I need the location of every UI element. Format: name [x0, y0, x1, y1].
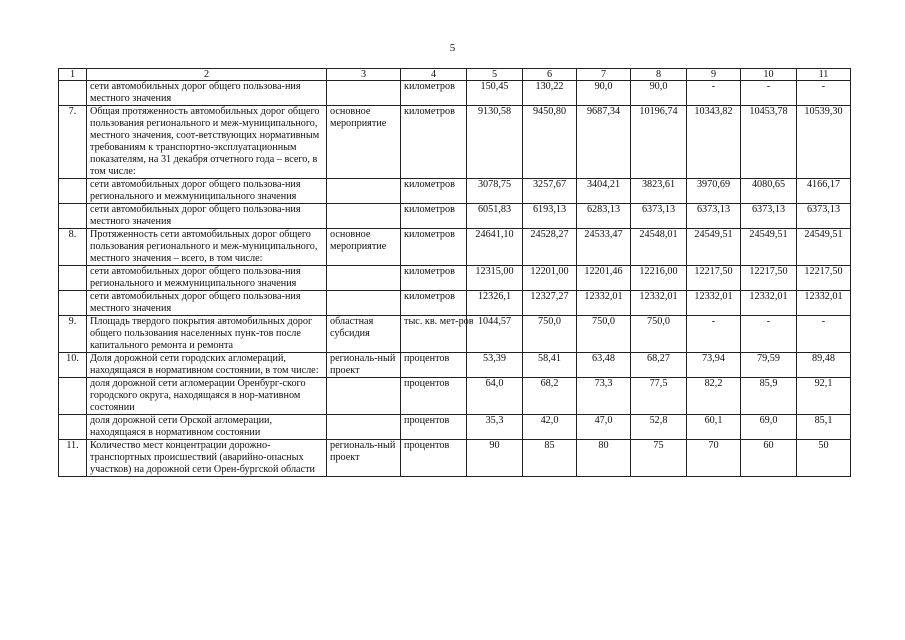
- value-cell: 24549,51: [797, 229, 851, 266]
- value-cell: 68,27: [631, 353, 687, 378]
- value-cell: 6373,13: [631, 204, 687, 229]
- table-row: [59, 204, 851, 229]
- value-cell: 10539,30: [797, 106, 851, 179]
- value-cell: 12332,01: [741, 291, 797, 316]
- value-cell: 12327,27: [523, 291, 577, 316]
- source-note: [327, 378, 401, 415]
- indicator-name: сети автомобильных дорог общего пользова-ния регионального и межмуниципального значения: [87, 266, 327, 291]
- row-number: 9.: [59, 316, 87, 353]
- unit-cell: километров: [401, 229, 467, 266]
- value-cell: -: [741, 81, 797, 106]
- unit-cell: процентов: [401, 378, 467, 415]
- value-cell: 73,3: [577, 378, 631, 415]
- unit-cell: километров: [401, 179, 467, 204]
- unit-cell: километров: [401, 106, 467, 179]
- value-cell: 53,39: [467, 353, 523, 378]
- value-cell: 24528,27: [523, 229, 577, 266]
- column-header: 2: [87, 69, 327, 81]
- value-cell: 12332,01: [577, 291, 631, 316]
- table-row: [59, 415, 851, 440]
- value-cell: 3823,61: [631, 179, 687, 204]
- value-cell: 6283,13: [577, 204, 631, 229]
- value-cell: 150,45: [467, 81, 523, 106]
- value-cell: 24533,47: [577, 229, 631, 266]
- row-number: 10.: [59, 353, 87, 378]
- table-row: [59, 81, 851, 106]
- value-cell: -: [687, 316, 741, 353]
- table-row: [59, 316, 851, 353]
- table-row: [59, 353, 851, 378]
- indicator-name: Протяженность сети автомобильных дорог общего пользования регионального и меж-муниципального, местного значения – всего, в том числе:: [87, 229, 327, 266]
- column-header: 10: [741, 69, 797, 81]
- source-note: основное мероприятие: [327, 229, 401, 266]
- value-cell: 80: [577, 440, 631, 477]
- value-cell: -: [797, 316, 851, 353]
- indicator-name: сети автомобильных дорог общего пользова-ния местного значения: [87, 204, 327, 229]
- column-header: 3: [327, 69, 401, 81]
- source-note: [327, 179, 401, 204]
- column-header: 5: [467, 69, 523, 81]
- table-row: [59, 229, 851, 266]
- value-cell: 64,0: [467, 378, 523, 415]
- value-cell: 6051,83: [467, 204, 523, 229]
- indicator-name: доля дорожной сети агломерации Оренбург-ского городского округа, находящаяся в нор-мативном состоянии: [87, 378, 327, 415]
- value-cell: 9130,58: [467, 106, 523, 179]
- value-cell: 69,0: [741, 415, 797, 440]
- value-cell: 4166,17: [797, 179, 851, 204]
- row-number: [59, 204, 87, 229]
- value-cell: 12201,00: [523, 266, 577, 291]
- column-header: 1: [59, 69, 87, 81]
- indicator-name: сети автомобильных дорог общего пользова-ния местного значения: [87, 81, 327, 106]
- value-cell: 12332,01: [687, 291, 741, 316]
- unit-cell: километров: [401, 266, 467, 291]
- column-header: 6: [523, 69, 577, 81]
- value-cell: 68,2: [523, 378, 577, 415]
- indicator-name: Площадь твердого покрытия автомобильных дорог общего пользования населенных пунк-тов после капитального ремонта и ремонта: [87, 316, 327, 353]
- row-number: [59, 291, 87, 316]
- value-cell: 12201,46: [577, 266, 631, 291]
- source-note: [327, 266, 401, 291]
- table-row: [59, 106, 851, 179]
- indicator-name: Доля дорожной сети городских агломераций, находящаяся в нормативном состоянии, в том числе:: [87, 353, 327, 378]
- value-cell: 9687,34: [577, 106, 631, 179]
- value-cell: 3404,21: [577, 179, 631, 204]
- source-note: основное мероприятие: [327, 106, 401, 179]
- value-cell: 6373,13: [687, 204, 741, 229]
- column-header: 9: [687, 69, 741, 81]
- value-cell: 12332,01: [631, 291, 687, 316]
- value-cell: 70: [687, 440, 741, 477]
- value-cell: 3257,67: [523, 179, 577, 204]
- unit-cell: километров: [401, 204, 467, 229]
- unit-cell: километров: [401, 81, 467, 106]
- row-number: [59, 266, 87, 291]
- value-cell: 50: [797, 440, 851, 477]
- column-header: 8: [631, 69, 687, 81]
- value-cell: 3970,69: [687, 179, 741, 204]
- unit-cell: километров: [401, 291, 467, 316]
- value-cell: 63,48: [577, 353, 631, 378]
- unit-cell: процентов: [401, 440, 467, 477]
- value-cell: 12217,50: [741, 266, 797, 291]
- value-cell: 58,41: [523, 353, 577, 378]
- value-cell: -: [687, 81, 741, 106]
- row-number: [59, 179, 87, 204]
- value-cell: 10196,74: [631, 106, 687, 179]
- value-cell: 90,0: [631, 81, 687, 106]
- value-cell: 750,0: [631, 316, 687, 353]
- value-cell: 750,0: [577, 316, 631, 353]
- indicator-name: сети автомобильных дорог общего пользова-ния местного значения: [87, 291, 327, 316]
- value-cell: 77,5: [631, 378, 687, 415]
- value-cell: 42,0: [523, 415, 577, 440]
- row-number: [59, 415, 87, 440]
- value-cell: 60,1: [687, 415, 741, 440]
- row-number: [59, 81, 87, 106]
- value-cell: -: [741, 316, 797, 353]
- row-number: 11.: [59, 440, 87, 477]
- value-cell: 4080,65: [741, 179, 797, 204]
- value-cell: 52,8: [631, 415, 687, 440]
- indicator-name: сети автомобильных дорог общего пользова-ния регионального и межмуниципального значения: [87, 179, 327, 204]
- source-note: [327, 291, 401, 316]
- unit-cell: тыс. кв. мет-ров: [401, 316, 467, 353]
- value-cell: 24549,51: [687, 229, 741, 266]
- row-number: [59, 378, 87, 415]
- table-row: [59, 266, 851, 291]
- value-cell: 82,2: [687, 378, 741, 415]
- value-cell: -: [797, 81, 851, 106]
- value-cell: 9450,80: [523, 106, 577, 179]
- row-number: 7.: [59, 106, 87, 179]
- value-cell: 12216,00: [631, 266, 687, 291]
- value-cell: 130,22: [523, 81, 577, 106]
- indicator-name: Количество мест концентрации дорожно-транспортных происшествий (аварийно-опасных участков) на дорожной сети Орен-бургской области: [87, 440, 327, 477]
- value-cell: 90: [467, 440, 523, 477]
- column-header: 11: [797, 69, 851, 81]
- indicators-table: [58, 68, 851, 477]
- value-cell: 6193,13: [523, 204, 577, 229]
- value-cell: 85,9: [741, 378, 797, 415]
- source-note: [327, 204, 401, 229]
- column-header: 7: [577, 69, 631, 81]
- table-row: [59, 179, 851, 204]
- row-number: 8.: [59, 229, 87, 266]
- value-cell: 85: [523, 440, 577, 477]
- value-cell: 92,1: [797, 378, 851, 415]
- source-note: региональ-ный проект: [327, 353, 401, 378]
- table-row: [59, 378, 851, 415]
- unit-cell: процентов: [401, 353, 467, 378]
- value-cell: 79,59: [741, 353, 797, 378]
- value-cell: 12326,1: [467, 291, 523, 316]
- value-cell: 24641,10: [467, 229, 523, 266]
- value-cell: 35,3: [467, 415, 523, 440]
- value-cell: 24548,01: [631, 229, 687, 266]
- value-cell: 90,0: [577, 81, 631, 106]
- value-cell: 12315,00: [467, 266, 523, 291]
- source-note: [327, 81, 401, 106]
- table-row: [59, 440, 851, 477]
- value-cell: 73,94: [687, 353, 741, 378]
- value-cell: 6373,13: [741, 204, 797, 229]
- value-cell: 10343,82: [687, 106, 741, 179]
- column-header: 4: [401, 69, 467, 81]
- value-cell: 24549,51: [741, 229, 797, 266]
- table-row: [59, 291, 851, 316]
- value-cell: 12332,01: [797, 291, 851, 316]
- value-cell: 89,48: [797, 353, 851, 378]
- value-cell: 1044,57: [467, 316, 523, 353]
- value-cell: 3078,75: [467, 179, 523, 204]
- value-cell: 6373,13: [797, 204, 851, 229]
- value-cell: 750,0: [523, 316, 577, 353]
- indicator-name: Общая протяженность автомобильных дорог общего пользования регионального и меж-муниципального, местного значения, соот-ветствующих нормативным требованиям к транспортно-эксплуатационным показателям, на 31 декабря отчетного года – всего, в том числе:: [87, 106, 327, 179]
- value-cell: 12217,50: [797, 266, 851, 291]
- source-note: региональ-ный проект: [327, 440, 401, 477]
- value-cell: 12217,50: [687, 266, 741, 291]
- page-number: 5: [449, 42, 456, 54]
- header-row: [59, 69, 851, 81]
- value-cell: 47,0: [577, 415, 631, 440]
- value-cell: 85,1: [797, 415, 851, 440]
- value-cell: 10453,78: [741, 106, 797, 179]
- unit-cell: процентов: [401, 415, 467, 440]
- source-note: [327, 415, 401, 440]
- indicator-name: доля дорожной сети Орской агломерации, находящаяся в нормативном состоянии: [87, 415, 327, 440]
- value-cell: 75: [631, 440, 687, 477]
- source-note: областная субсидия: [327, 316, 401, 353]
- value-cell: 60: [741, 440, 797, 477]
